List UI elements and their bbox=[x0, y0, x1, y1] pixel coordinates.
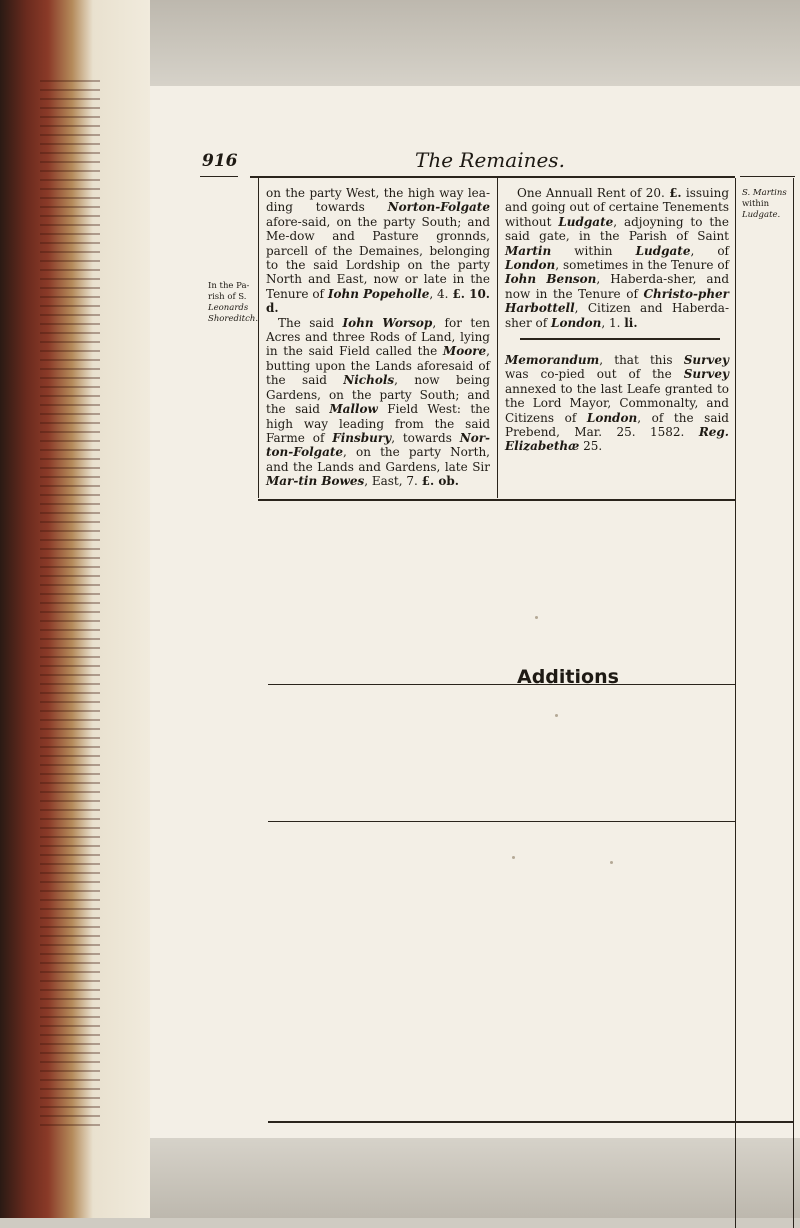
catchword: Additions bbox=[517, 666, 619, 688]
text-run: , of bbox=[690, 243, 730, 258]
italic-run: Iohn Popeholle bbox=[327, 286, 430, 301]
page-number: 916 bbox=[202, 151, 238, 171]
margin-note-line: within bbox=[742, 199, 770, 209]
currency-run: £. bbox=[669, 186, 682, 200]
text-run: , butting upon the Lands aforesaid of the said bbox=[266, 344, 490, 388]
memorandum-separator-rule bbox=[520, 338, 720, 340]
margin-note-line: Leonards bbox=[208, 303, 249, 313]
header-rule bbox=[250, 176, 735, 178]
italic-run: Nor-ton-Folgate bbox=[266, 430, 490, 460]
italic-run: Norton-Folgate bbox=[387, 200, 490, 215]
paragraph-boundary bbox=[266, 186, 490, 316]
italic-run: Ludgate bbox=[558, 214, 614, 229]
text-run: , that this bbox=[599, 353, 684, 367]
text-run: afore-said, on the party South; and Me-dow and Pasture gronnds, parcell of the Demaines, belonging to the said Lordship on the party North and East, now or late in the Tenure of bbox=[266, 214, 490, 301]
paragraph-annual-rent bbox=[505, 186, 729, 330]
scan-background-bottom bbox=[150, 1138, 800, 1218]
italic-run: Iohn Benson bbox=[505, 272, 597, 287]
margin-note-line: S. Martins bbox=[742, 188, 787, 198]
italic-run: Martin bbox=[505, 243, 552, 258]
text-run: , Haberda-sher, and now in the Tenure of bbox=[505, 272, 729, 301]
text-run: The said bbox=[278, 315, 343, 330]
left-column-text bbox=[266, 186, 490, 489]
italic-run: Finsbury bbox=[332, 430, 392, 445]
text-run: Field West: the high way leading from the said Farme of bbox=[266, 402, 490, 445]
center-column-rule bbox=[497, 178, 498, 498]
italic-run: Iohn Worsop bbox=[342, 315, 433, 330]
italic-run: Ludgate bbox=[635, 243, 691, 258]
paper-speck bbox=[610, 861, 613, 864]
bottom-page-rule bbox=[268, 1121, 793, 1123]
book-spine-edge bbox=[0, 0, 150, 1218]
text-block-end-rule bbox=[258, 499, 735, 501]
right-page-edge-rule bbox=[793, 178, 794, 1228]
italic-run: Memorandum bbox=[505, 353, 600, 367]
margin-note-line: Ludgate. bbox=[742, 210, 781, 220]
text-run: , now being Gardens, on the party South; and the said bbox=[266, 373, 490, 417]
text-run: , adjoyning to the said gate, in the Parish of Saint bbox=[505, 214, 730, 244]
running-title: The Remaines. bbox=[415, 148, 565, 172]
currency-run: li. bbox=[624, 315, 638, 330]
italic-run: Mar-tin Bowes bbox=[266, 474, 365, 489]
italic-run: Survey bbox=[683, 353, 729, 367]
italic-run: Nichols bbox=[343, 373, 395, 388]
text-run: One Annuall Rent of 20. bbox=[517, 186, 670, 200]
text-run: was co-pied out of the bbox=[505, 367, 684, 382]
paper-speck bbox=[535, 616, 538, 619]
text-run: , of the said Prebend, Mar. 25. 1582. bbox=[505, 410, 729, 440]
text-run: within bbox=[551, 243, 636, 258]
paper-speck bbox=[555, 714, 558, 717]
margin-note-line: rish of S. bbox=[208, 292, 247, 302]
text-run: on the party West, the high way lea-ding towards bbox=[266, 186, 490, 215]
italic-run: London bbox=[505, 258, 556, 273]
memorandum-text bbox=[505, 353, 729, 454]
left-margin-rule bbox=[200, 176, 238, 177]
left-column-rule bbox=[258, 178, 259, 498]
italic-run: London bbox=[551, 315, 602, 330]
text-run: , 1. bbox=[601, 315, 625, 330]
lower-page-rule bbox=[268, 821, 735, 822]
currency-run: £. 10. d. bbox=[266, 286, 490, 316]
right-column-rule bbox=[735, 178, 736, 1228]
italic-run: Moore bbox=[442, 344, 487, 359]
italic-run: Reg. Elizabethæ bbox=[505, 425, 729, 454]
text-run: annexed to the last Leafe granted to the Lord Mayor, Commonalty, and Citizens of bbox=[505, 381, 729, 425]
text-run: issuing and going out of certaine Tenements without bbox=[505, 186, 729, 229]
italic-run: Mallow bbox=[329, 402, 378, 417]
paper-speck bbox=[512, 856, 515, 859]
margin-note-line: In the Pa- bbox=[208, 281, 250, 291]
paragraph-memorandum bbox=[505, 353, 729, 454]
header-rule-right bbox=[740, 176, 795, 177]
mid-page-rule bbox=[268, 684, 735, 685]
text-run: , Citizen and Haberda-sher of bbox=[505, 301, 729, 330]
text-run: , 4. bbox=[429, 286, 453, 301]
scan-background-top bbox=[150, 0, 800, 86]
italic-run: Christo-pher Harbottell bbox=[505, 286, 729, 316]
currency-run: £. ob. bbox=[421, 474, 459, 489]
text-run: , sometimes in the Tenure of bbox=[555, 258, 729, 273]
right-column-text bbox=[505, 186, 729, 330]
margin-note-parish bbox=[208, 281, 259, 325]
book-page bbox=[150, 86, 800, 1138]
margin-note-church bbox=[742, 188, 792, 221]
paragraph-worsop bbox=[266, 316, 490, 489]
text-run: , for ten Acres and three Rods of Land, lying in the said Field called the bbox=[266, 315, 491, 359]
margin-note-line: Shoreditch. bbox=[208, 314, 259, 324]
italic-run: London bbox=[586, 410, 638, 425]
italic-run: Survey bbox=[683, 367, 729, 382]
text-run: , towards bbox=[391, 430, 460, 445]
text-run: 25. bbox=[579, 439, 603, 454]
text-run: , on the party North, and the Lands and Gardens, late Sir bbox=[266, 445, 490, 474]
text-run: , East, 7. bbox=[364, 474, 422, 489]
